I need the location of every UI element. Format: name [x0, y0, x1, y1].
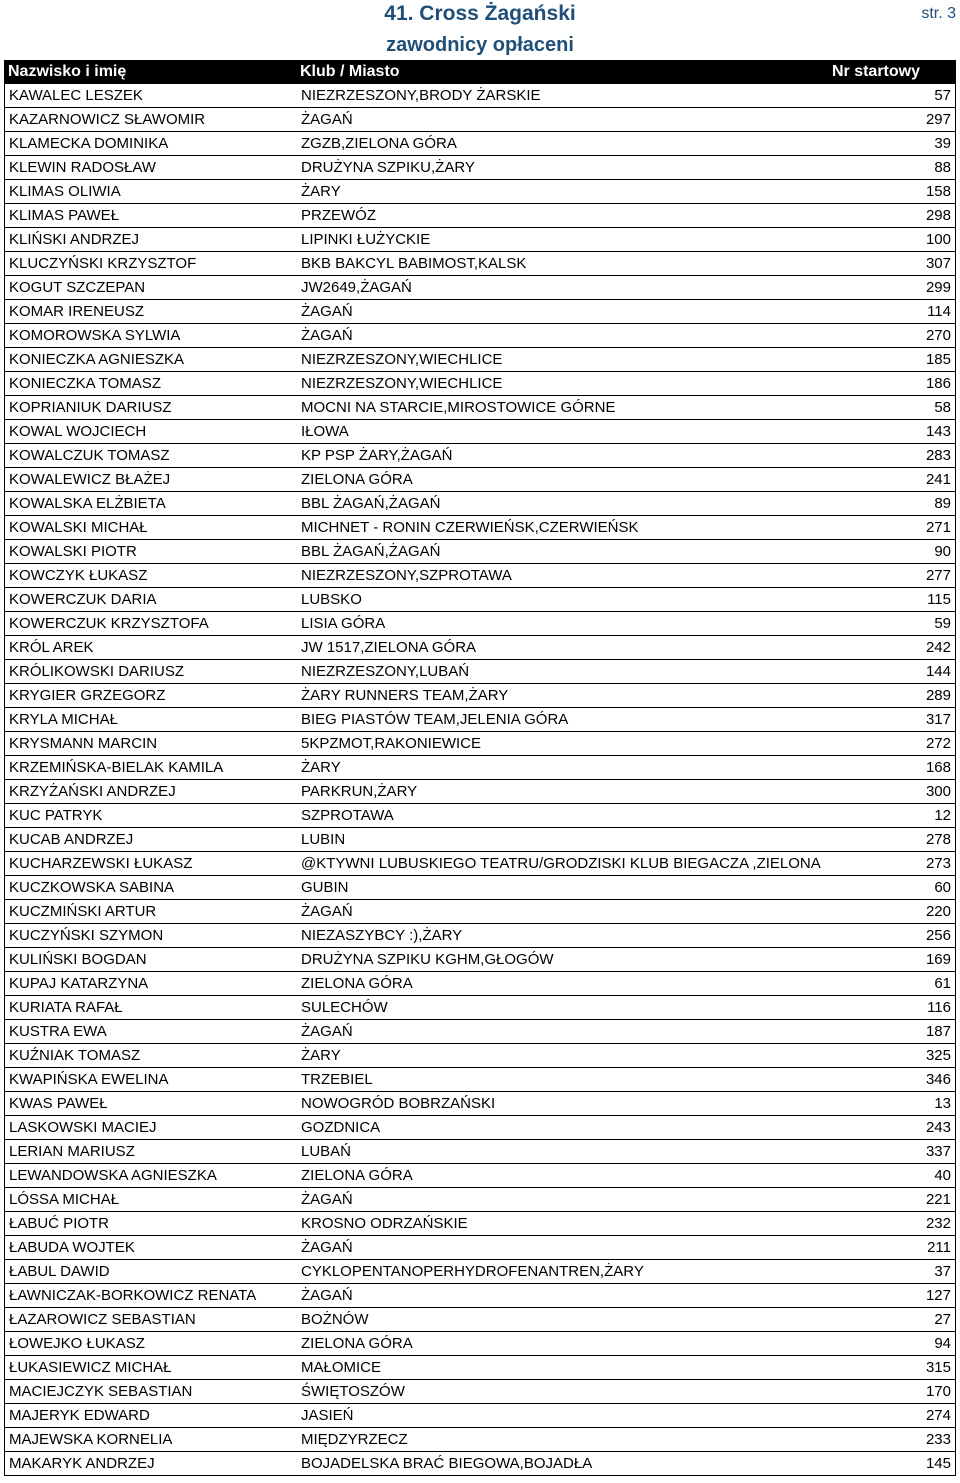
participant-name: KRYGIER GRZEGORZ [9, 687, 166, 704]
table-body [4, 84, 956, 1476]
table-row [4, 1452, 956, 1476]
participant-club: ŻAGAŃ [301, 1239, 353, 1256]
start-number: 60 [934, 879, 951, 896]
start-number: 187 [925, 1023, 951, 1040]
start-number: 278 [925, 831, 951, 848]
table-row [4, 756, 956, 780]
participant-club: NIEZRZESZONY,LUBAŃ [301, 663, 470, 680]
participant-name: KRYSMANN MARCIN [9, 735, 158, 752]
start-number: 307 [925, 255, 951, 272]
table-row [4, 708, 956, 732]
table-row [4, 1188, 956, 1212]
participant-name: ŁABUĆ PIOTR [9, 1215, 110, 1232]
start-number: 346 [925, 1071, 951, 1088]
table-row [4, 780, 956, 804]
participant-name: ŁUKASIEWICZ MICHAŁ [9, 1359, 172, 1376]
participant-name: KOMAR IRENEUSZ [9, 303, 145, 320]
table-row [4, 1404, 956, 1428]
table-row [4, 252, 956, 276]
participant-club: ŻAGAŃ [301, 903, 353, 920]
page-title: 41. Cross Żagański [384, 2, 576, 25]
participant-name: ŁABUL DAWID [9, 1263, 110, 1280]
start-number: 221 [925, 1191, 951, 1208]
start-number: 271 [925, 519, 951, 536]
table-row [4, 1428, 956, 1452]
participant-club: LUBIN [301, 831, 346, 848]
table-row [4, 1356, 956, 1380]
start-number: 243 [925, 1119, 951, 1136]
participant-club: MOCNI NA STARCIE,MIROSTOWICE GÓRNE [301, 399, 616, 416]
participant-name: KOWALSKA ELŻBIETA [9, 495, 166, 512]
start-number: 115 [927, 591, 951, 608]
participant-name: KWAPIŃSKA EWELINA [9, 1071, 169, 1088]
start-number: 13 [934, 1095, 951, 1112]
start-number: 272 [925, 735, 951, 752]
participant-club: PARKRUN,ŻARY [301, 783, 418, 800]
participant-club: SULECHÓW [301, 999, 388, 1016]
table-row [4, 564, 956, 588]
participant-name: LERIAN MARIUSZ [9, 1143, 135, 1160]
participant-name: KULIŃSKI BOGDAN [9, 951, 147, 968]
start-number: 114 [927, 303, 951, 320]
participant-club: ŻAGAŃ [301, 1023, 353, 1040]
participant-club: JW2649,ŻAGAŃ [301, 279, 412, 296]
table-row [4, 444, 956, 468]
table-row [4, 396, 956, 420]
start-number: 300 [925, 783, 951, 800]
participant-name: ŁOWEJKO ŁUKASZ [9, 1335, 145, 1352]
start-number: 57 [934, 87, 951, 104]
table-header [4, 60, 956, 84]
start-number: 274 [925, 1407, 951, 1424]
start-number: 143 [925, 423, 951, 440]
start-number: 158 [925, 183, 951, 200]
participant-club: LUBAŃ [301, 1143, 352, 1160]
table-row [4, 588, 956, 612]
participant-club: @KTYWNI LUBUSKIEGO TEATRU/GRODZISKI KLUB BIEGACZA ,ZIELONA [301, 855, 821, 872]
participant-name: ŁAZAROWICZ SEBASTIAN [9, 1311, 196, 1328]
table-row [4, 876, 956, 900]
table-row [4, 852, 956, 876]
participant-club: JW 1517,ZIELONA GÓRA [301, 639, 477, 656]
start-number: 299 [925, 279, 951, 296]
table-row [4, 420, 956, 444]
participant-club: NIEZASZYBCY :),ŻARY [301, 927, 463, 944]
page-subtitle: zawodnicy opłaceni [386, 34, 574, 56]
start-number: 337 [925, 1143, 951, 1160]
participant-club: GOZDNICA [301, 1119, 381, 1136]
table-row [4, 1332, 956, 1356]
participant-club: KROSNO ODRZAŃSKIE [301, 1215, 468, 1232]
participant-club: ŻAGAŃ [301, 111, 353, 128]
start-number: 297 [925, 111, 951, 128]
start-number: 317 [925, 711, 951, 728]
participant-club: ŻAGAŃ [301, 303, 353, 320]
participant-name: KAWALEC LESZEK [9, 87, 143, 104]
participant-club: KP PSP ŻARY,ŻAGAŃ [301, 447, 453, 464]
start-number: 37 [934, 1263, 951, 1280]
table-row [4, 1212, 956, 1236]
table-row [4, 972, 956, 996]
participant-club: ŻAGAŃ [301, 1287, 353, 1304]
participant-club: NIEZRZESZONY,BRODY ŻARSKIE [301, 87, 541, 104]
table-row [4, 516, 956, 540]
start-number: 232 [925, 1215, 951, 1232]
table-row [4, 1236, 956, 1260]
participant-name: KUC PATRYK [9, 807, 103, 824]
table-row [4, 204, 956, 228]
participant-club: BIEG PIASTÓW TEAM,JELENIA GÓRA [301, 711, 569, 728]
participants-table [4, 60, 956, 1476]
participant-name: KONIECZKA AGNIESZKA [9, 351, 185, 368]
table-row [4, 1092, 956, 1116]
participant-name: KOMOROWSKA SYLWIA [9, 327, 181, 344]
table-row [4, 1116, 956, 1140]
participant-club: ŻAGAŃ [301, 1191, 353, 1208]
start-number: 298 [925, 207, 951, 224]
table-row [4, 228, 956, 252]
participant-name: KWAS PAWEŁ [9, 1095, 108, 1112]
table-row [4, 804, 956, 828]
participant-club: BBL ŻAGAŃ,ŻAGAŃ [301, 495, 441, 512]
table-row [4, 660, 956, 684]
start-number: 277 [925, 567, 951, 584]
table-row [4, 84, 956, 108]
start-number: 289 [925, 687, 951, 704]
participant-name: KUPAJ KATARZYNA [9, 975, 149, 992]
participant-name: KLUCZYŃSKI KRZYSZTOF [9, 255, 197, 272]
table-row [4, 1260, 956, 1284]
participant-name: KLEWIN RADOSŁAW [9, 159, 156, 176]
table-row [4, 348, 956, 372]
table-row [4, 1020, 956, 1044]
participant-name: KRZEMIŃSKA-BIELAK KAMILA [9, 759, 224, 776]
participant-club: LIPINKI ŁUŻYCKIE [301, 231, 431, 248]
participant-name: ŁABUDA WOJTEK [9, 1239, 135, 1256]
participant-name: KUCZYŃSKI SZYMON [9, 927, 164, 944]
start-number: 127 [925, 1287, 951, 1304]
participant-club: ŻARY [301, 1047, 341, 1064]
participant-name: ŁAWNICZAK-BORKOWICZ RENATA [9, 1287, 257, 1304]
table-row [4, 300, 956, 324]
table-row [4, 612, 956, 636]
participant-name: KOPRIANIUK DARIUSZ [9, 399, 172, 416]
start-number: 58 [934, 399, 951, 416]
page-number: str. 3 [921, 5, 956, 22]
table-row [4, 1068, 956, 1092]
table-row [4, 1284, 956, 1308]
start-number: 283 [925, 447, 951, 464]
participant-club: SZPROTAWA [301, 807, 394, 824]
start-number: 12 [934, 807, 951, 824]
start-number: 145 [925, 1455, 951, 1472]
participant-name: MACIEJCZYK SEBASTIAN [9, 1383, 193, 1400]
participant-club: MIĘDZYRZECZ [301, 1431, 408, 1448]
participant-name: KONIECZKA TOMASZ [9, 375, 161, 392]
table-row [4, 492, 956, 516]
start-number: 242 [925, 639, 951, 656]
table-row [4, 132, 956, 156]
start-number: 100 [925, 231, 951, 248]
participant-name: KOWALSKI PIOTR [9, 543, 137, 560]
start-number: 89 [934, 495, 951, 512]
start-number: 94 [934, 1335, 951, 1352]
participant-name: LEWANDOWSKA AGNIESZKA [9, 1167, 217, 1184]
participant-name: KOWALEWICZ BŁAŻEJ [9, 471, 171, 488]
participant-name: KOWCZYK ŁUKASZ [9, 567, 148, 584]
participant-club: 5KPZMOT,RAKONIEWICE [301, 735, 482, 752]
start-number: 116 [927, 999, 951, 1016]
participant-club: NOWOGRÓD BOBRZAŃSKI [301, 1095, 496, 1112]
participant-club: DRUŻYNA SZPIKU,ŻARY [301, 159, 475, 176]
table-row [4, 156, 956, 180]
participant-club: ZIELONA GÓRA [301, 1335, 413, 1352]
start-number: 59 [934, 615, 951, 632]
participant-name: KOWALSKI MICHAŁ [9, 519, 148, 536]
participant-name: KRÓL AREK [9, 639, 94, 656]
start-number: 325 [925, 1047, 951, 1064]
table-row [4, 924, 956, 948]
participant-club: LUBSKO [301, 591, 362, 608]
participant-name: KRÓLIKOWSKI DARIUSZ [9, 663, 185, 680]
participant-name: LÓSSA MICHAŁ [9, 1191, 120, 1208]
participant-name: MAJERYK EDWARD [9, 1407, 150, 1424]
start-number: 61 [934, 975, 951, 992]
start-number: 211 [927, 1239, 951, 1256]
participant-name: KOWAL WOJCIECH [9, 423, 147, 440]
participant-name: KOGUT SZCZEPAN [9, 279, 146, 296]
participant-club: NIEZRZESZONY,SZPROTAWA [301, 567, 512, 584]
table-row [4, 828, 956, 852]
participant-name: KOWERCZUK DARIA [9, 591, 157, 608]
participant-club: DRUŻYNA SZPIKU KGHM,GŁOGÓW [301, 951, 554, 968]
participant-club: BBL ŻAGAŃ,ŻAGAŃ [301, 543, 441, 560]
start-number: 90 [934, 543, 951, 560]
start-number: 233 [925, 1431, 951, 1448]
participant-club: GUBIN [301, 879, 349, 896]
table-row [4, 180, 956, 204]
table-row [4, 732, 956, 756]
participant-club: ZIELONA GÓRA [301, 1167, 413, 1184]
start-number: 273 [925, 855, 951, 872]
participant-club: ZGZB,ZIELONA GÓRA [301, 135, 457, 152]
start-number: 27 [934, 1311, 951, 1328]
participant-name: KUŹNIAK TOMASZ [9, 1047, 141, 1064]
table-row [4, 1044, 956, 1068]
column-header-number: Nr startowy [831, 63, 920, 80]
column-header-club: Klub / Miasto [300, 63, 400, 80]
participant-name: KUCAB ANDRZEJ [9, 831, 134, 848]
start-number: 256 [925, 927, 951, 944]
participant-name: KUCZKOWSKA SABINA [9, 879, 175, 896]
start-number: 241 [925, 471, 951, 488]
participant-club: CYKLOPENTANOPERHYDROFENANTREN,ŻARY [301, 1263, 644, 1280]
participant-club: BOŻNÓW [301, 1311, 369, 1328]
table-row [4, 276, 956, 300]
participant-club: ZIELONA GÓRA [301, 471, 413, 488]
participant-name: KUCZMIŃSKI ARTUR [9, 903, 157, 920]
participant-name: KLAMECKA DOMINIKA [9, 135, 169, 152]
participant-club: ŻARY [301, 183, 341, 200]
participant-name: MAKARYK ANDRZEJ [9, 1455, 155, 1472]
start-number: 40 [934, 1167, 951, 1184]
table-row [4, 636, 956, 660]
participant-club: BOJADELSKA BRAĆ BIEGOWA,BOJADŁA [301, 1455, 593, 1472]
participant-name: KOWERCZUK KRZYSZTOFA [9, 615, 209, 632]
table-row [4, 1164, 956, 1188]
participant-club: TRZEBIEL [301, 1071, 373, 1088]
table-row [4, 108, 956, 132]
participant-club: JASIEŃ [301, 1407, 354, 1424]
participant-club: BKB BAKCYL BABIMOST,KALSK [301, 255, 527, 272]
participant-club: MICHNET - RONIN CZERWIEŃSK,CZERWIEŃSK [301, 519, 639, 536]
start-number: 186 [925, 375, 951, 392]
participant-club: LISIA GÓRA [301, 615, 386, 632]
participant-club: ŻARY RUNNERS TEAM,ŻARY [301, 687, 509, 704]
participant-club: ŻAGAŃ [301, 327, 353, 344]
start-number: 315 [925, 1359, 951, 1376]
participant-name: KOWALCZUK TOMASZ [9, 447, 170, 464]
start-number: 39 [934, 135, 951, 152]
table-row [4, 684, 956, 708]
participant-name: KUSTRA EWA [9, 1023, 107, 1040]
start-number: 169 [925, 951, 951, 968]
table-row [4, 1308, 956, 1332]
participant-club: ŚWIĘTOSZÓW [301, 1383, 405, 1400]
participant-name: MAJEWSKA KORNELIA [9, 1431, 173, 1448]
table-row [4, 468, 956, 492]
participant-name: KRYLA MICHAŁ [9, 711, 118, 728]
participant-name: KLIŃSKI ANDRZEJ [9, 231, 140, 248]
participant-club: NIEZRZESZONY,WIECHLICE [301, 351, 503, 368]
participant-name: KLIMAS PAWEŁ [9, 207, 120, 224]
table-row [4, 996, 956, 1020]
participant-name: KUCHARZEWSKI ŁUKASZ [9, 855, 193, 872]
participant-name: KLIMAS OLIWIA [9, 183, 121, 200]
table-row [4, 948, 956, 972]
participant-club: ZIELONA GÓRA [301, 975, 413, 992]
participant-name: KRZYŻAŃSKI ANDRZEJ [9, 783, 176, 800]
start-number: 144 [925, 663, 951, 680]
participant-club: PRZEWÓZ [301, 207, 376, 224]
participant-name: KURIATA RAFAŁ [9, 999, 123, 1016]
table-row [4, 1140, 956, 1164]
table-row [4, 1380, 956, 1404]
start-number: 270 [925, 327, 951, 344]
start-number: 170 [925, 1383, 951, 1400]
table-row [4, 372, 956, 396]
participant-club: IŁOWA [301, 423, 349, 440]
participant-club: ŻARY [301, 759, 341, 776]
start-number: 220 [925, 903, 951, 920]
participant-club: NIEZRZESZONY,WIECHLICE [301, 375, 503, 392]
column-header-name: Nazwisko i imię [8, 63, 127, 80]
participant-name: LASKOWSKI MACIEJ [9, 1119, 157, 1136]
table-row [4, 900, 956, 924]
participant-name: KAZARNOWICZ SŁAWOMIR [9, 111, 206, 128]
start-number: 168 [925, 759, 951, 776]
start-number: 185 [925, 351, 951, 368]
table-row [4, 324, 956, 348]
start-number: 88 [934, 159, 951, 176]
table-row [4, 540, 956, 564]
participant-club: MAŁOMICE [301, 1359, 382, 1376]
